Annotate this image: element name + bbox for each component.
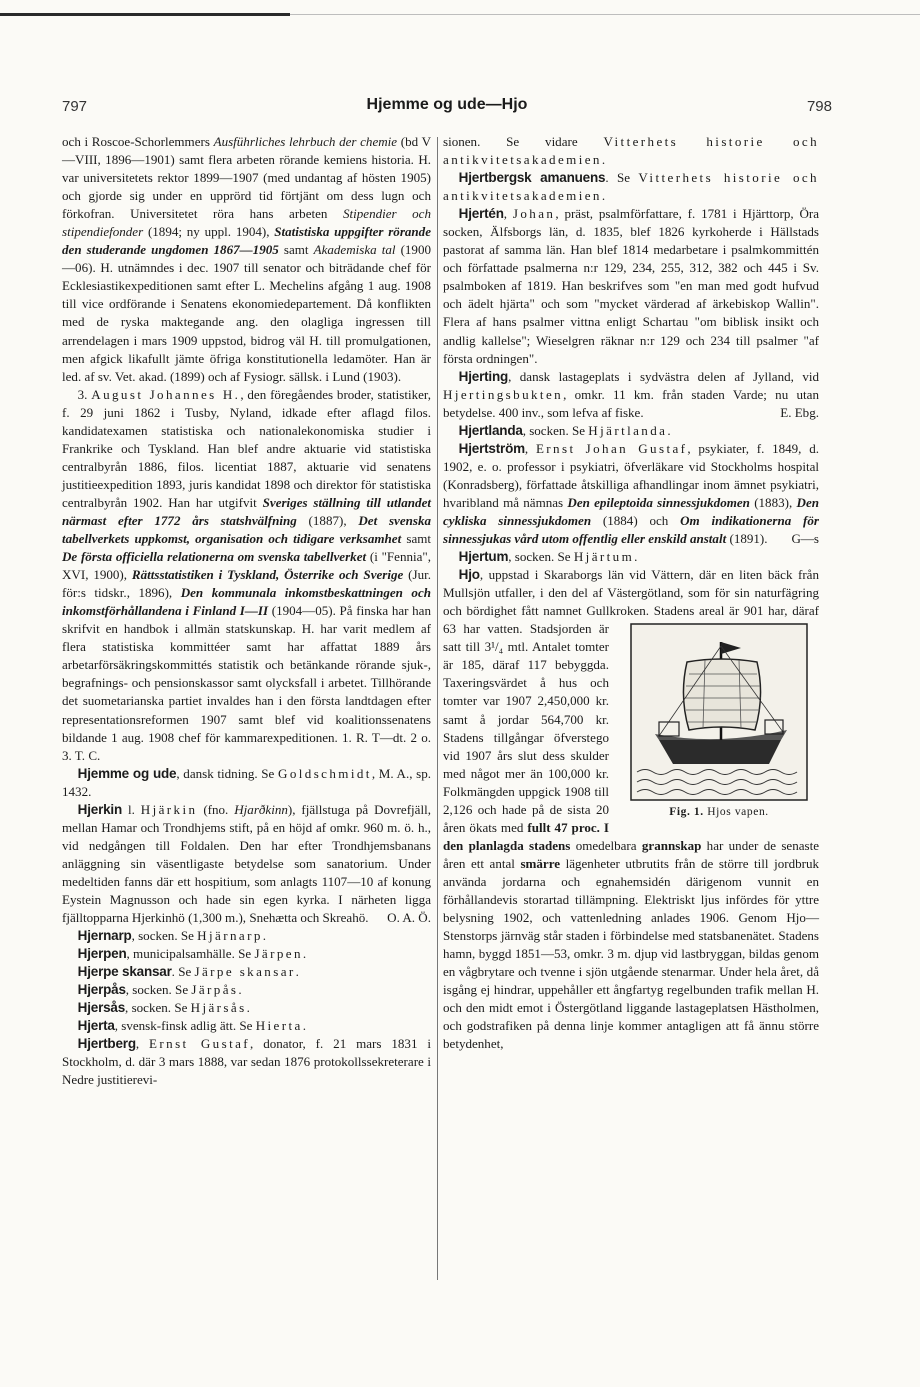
entry-hjertum: Hjertum, socken. Se Hjärtum. — [458, 549, 638, 565]
right-page-number: 798 — [806, 98, 832, 115]
page-header — [62, 96, 832, 120]
entry-hjernarp: Hjernarp, socken. Se Hjärnarp. — [77, 928, 267, 944]
entry-hjo: Hjo, uppstad i Skaraborgs län vid Vättern, där en liten bäck från Mullsjön utfaller, i den del af Västergötland, som för sin naturfägring och bördighet fått namnet Gullkroken. Stadens areal är 901 Fig. 1. Hjos vapen. har, däraf 63 har vatten. Stadsjorden är satt till 3¹/₄ mtl. Antalet tomter är 185, däraf 117 bebyggda. Taxeringsvärdet å hus och tomter var 1907 2,450,000 kr. samt å jordar 564,700 kr. Stadens tillgångar öfverstego vid 1907 års slut dess skulder med något mer än 100,000 kr. Folkmängden uppgick 1908 till 2,126 och hade på de sista 20 åren ökats med fullt 47 proc. I den planlagda stadens omedelbara grannskap har under de senaste åren ett antal smärre lägenheter utbrutits från de större till jordbruk använda jordarna och egnahemsidén därigenom vunnit en förhållandevis storartad tillämpning. Elektriskt ljus infördes för yttre belysning 1902, och vattenledning anlades 1906. Genom Hjo—Stenstorps järnväg står staden i förbindelse med statsbanenätet. Stadens hamn, byggd 1851—53, omkr. 3 m. djup vid lastbryggan, bildas genom en vågbrytare och tvenne i sjön utgående stenarmar. Under hela året, då isgång ej hindrar, uppehåller ett ångfartyg regelbunden trafik mellan H. och den midt emot i Östergötland liggande lastageplatsen Hästholmen, och godstrafiken på denna linje kommer antagligen att få ännu större betydenhet, — [443, 567, 820, 1052]
entry-hjertberg: Hjertberg, Ernst Gustaf, donator, f. 21 mars 1831 i Stockholm, d. där 3 mars 1888, var sedan 1876 protokollssekreterare i Nedre justitierevi- — [62, 1036, 431, 1088]
left-page-number: 797 — [62, 98, 88, 115]
right-column — [443, 133, 819, 1053]
entry-hjerting: Hjerting, dansk lastageplats i sydvästra delen af Jylland, vid Hjertingsbukten, omkr. 11 km. från staden Varde; nu utan betydelse. 400 inv., som lefva af fiske. E. Ebg. — [443, 368, 819, 422]
signature: G—s — [791, 531, 819, 547]
entry-hjemme-og-ude: Hjemme og ude, dansk tidning. Se Goldschmidt, M. A., sp. 1432. — [62, 765, 432, 799]
signature: O. A. Ö. — [387, 910, 431, 926]
figure-caption: Fig. 1. Hjos vapen. — [669, 806, 769, 819]
column-divider — [437, 137, 438, 1280]
hjo-body: har, däraf 63 har vatten. Stadsjorden är satt till 3¹/₄ mtl. Antalet tomter är 185, däraf 117 bebyggda. Taxeringsvärdet å hus och tomter var 1907 2,450,000 kr. samt å jordar 564,700 kr. Stadens tillgångar öfverstego vid 1907 års slut dess skulder med något mer än 100,000 kr. Folkmängden uppgick 1908 till 2,126 och hade på de sista 20 åren ökats med — [443, 603, 819, 835]
entry-hjertlanda: Hjertlanda, socken. Se Hjärtlanda. — [458, 422, 671, 438]
entry-hjersas: Hjersås, socken. Se Hjärsås. — [77, 1000, 250, 1016]
entry-continuation-right: sionen. Se vidare Vitterhets historie och antikvitetsakademien. — [443, 134, 819, 168]
entry-hjerkin: Hjerkin l. Hjärkin (fno. Hjarðkinn), fjällstuga på Dovrefjäll, mellan Hamar och Trondhjems stift, på en höjd af omkr. 960 m. ö. h., vid nedgången till Foldalen. Den har efter Trondhjemsbanans anläggning sin väsentligaste betydelse som sanatorium. Under medeltiden fanns där ett hospitium, som anlagts 1107—10 af konung Eystein Magnusson och hade sin egen kyrka. I närheten ligga fjälltopparna Hjerkinhö (1,300 m.), Snehætta och Skreahö. O. A. Ö. — [62, 801, 431, 927]
figure-hjos-vapen — [619, 622, 819, 821]
running-title: Hjemme og ude—Hjo — [366, 96, 528, 113]
left-column — [62, 133, 431, 1089]
entry-hjerpen: Hjerpen, municipalsamhälle. Se Järpen. — [77, 946, 307, 962]
entry-hjerpas: Hjerpås, socken. Se Järpås. — [77, 982, 242, 998]
entry-hjertstrom: Hjertström, Ernst Johan Gustaf, psykiater, f. 1849, d. 1902, e. o. professor i psykiatri, öfverläkare vid Stockholms hospital (Konradsberg), författade åtskilliga afhandlingar inom ämnet psykiatri, hvaribland må nämnas Den epileptoida sinnessjukdomen (1883), Den cykliska sinnessjukdomen (1884) och Om indikationerna för sinnessjukas vård utom offentlig eller enskild anstalt (1891). G—s — [443, 440, 819, 548]
entry-hjertbergsk-amanuens: Hjertbergsk amanuens. Se Vitterhets historie och antikvitetsakademien. — [443, 170, 819, 204]
entry-hjerten: Hjertén, Johan, präst, psalmförfattare, f. 1781 i Hjärttorp, Öra socken, Älfsborgs län, d. 1835, blef 1826 kyrkoherde i Hällstads pastorat af samma län. Han blef 1814 medarbetare i psalmkommittén och författade psalmerna n:r 129, 234, 255, 312, 382 och 445 i Sv. psalmboken af 1819. Han beskrifves som "en man med godt hufvud och ädelt hjärta" och som "mycket värderad af ärkebiskop Wallin". Flera af hans psalmer vittna enligt Schartau "om biblisk insikt och andlig kallelse"; Wieselgren räknar n:r 129 och 234 till psalmer "af första ordningen". — [443, 206, 819, 366]
ship-coat-of-arms-icon — [629, 622, 809, 802]
entry-august-johannes: 3. August Johannes H., den föregåendes broder, statistiker, f. 29 juni 1862 i Tusby, Nyland, idkade efter aflagd filos. kandidatexamen statistiska och nationalekonomiska studier i Frankrike och Tyskland. Han blef andre aktuarie vid statistiska centralbyrån 1886, filos. licentiat 1887, aktuarie vid senatens justitieexpedition 1893, juris kandidat 1898 och direktor för statistiska centralbyrån 1902. Han har utgifvit Sveriges ställning till utlandet närmast efter 1772 års statshvälfning (1887), Det svenska tabellverkets uppkomst, organisation och tidigare verksamhet samt De första officiella relationerna om svenska tabellverket (i "Fennia", XVI, 1900), Rättsstatistiken i Tyskland, Österrike och Sverige (Jur. för:s tidskr., 1896), Den kommunala inkomstbeskattningen och inkomstförhållandena i Finland I—II (1904—05). På finska har han skrifvit en handbok i allmän statskunskap. H. har varit medlem af flera statistiska kommittéer samt har affattat 1889 års arbetarförsäkringskommittés statistik och betänkande rörande sjuk-, begrafnings- och pensionskassor samt olycksfall i arbetet. Tillhörande det suometarianska partiet invaldes han i den första landtdagen efter representationsreformen 1907 samt blef vid koalitionssenatens bildande 1 aug. 1908 chef för kammarexpeditionen. 1. R. T—dt. 2 o. 3. T. C. — [62, 386, 432, 763]
entry-hjerta: Hjerta, svensk-finsk adlig ätt. Se Hierta. — [77, 1018, 306, 1034]
signature: E. Ebg. — [780, 404, 819, 420]
hjo-intro: , uppstad i Skaraborgs län vid Vättern, där en liten bäck från Mullsjön utfaller, i den del af Västergötland, som för sin naturfägring och bördighet fått namnet Gullkroken. Stadens areal är 901 — [443, 567, 819, 619]
entry-continuation: och i Roscoe-Schorlemmers Ausführliches lehrbuch der chemie (bd V—VIII, 1896—1901) samt flera arbeten rörande kemiens historia. H. var universitetets rektor 1899—1907 (med undantag af hösten 1905) och gjorde sig under en upprörd tid förtjänt om dess lugn och förkofran. Universitetet röra hans arbeten Stipendier och stipendiefonder (1894; ny uppl. 1904), Statistiska uppgifter rörande den studerande ungdomen 1867—1905 samt Akademiska tal (1900—06). H. utnämndes i dec. 1907 till senator och biträdande chef för Ecklesiastikexpeditionen samt efter L. Mechelins afgång 1 aug. 1908 till vice ordförande i Senatens ekonomiedepartement. Då konflikten med de ryska maktegande ang. den olagliga ingressen till arrendelagen i mars 1909 uppstod, bidrog väl H. till promulgationen, men afgick likafullt jämte öfriga konstitutionella ledamöter. Han är led. af sv. Vet. akad. (1899) och af Fysiogr. sällsk. i Lund (1903). — [62, 134, 432, 384]
top-rule — [0, 14, 920, 15]
entry-hjerpe-skansar: Hjerpe skansar. Se Järpe skansar. — [77, 964, 299, 980]
